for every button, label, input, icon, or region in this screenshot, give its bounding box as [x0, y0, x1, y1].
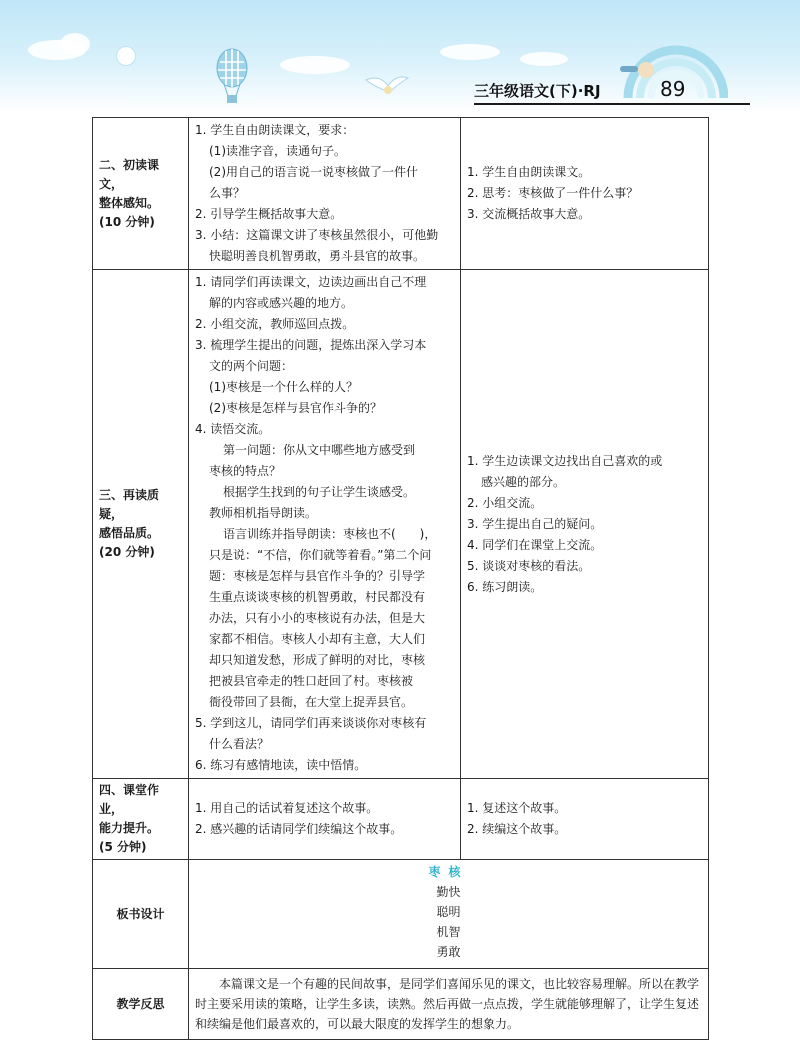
teacher-line: 4. 读悟交流。 — [195, 422, 271, 436]
teacher-line: (2)枣核是怎样与县官作斗争的？ — [209, 401, 382, 415]
teacher-line: 生重点谈谈枣核的机智勇敢，村民都没有 — [209, 590, 426, 604]
student-line: 感兴趣的部分。 — [481, 474, 566, 489]
cloud-decoration — [280, 56, 350, 74]
board-design — [189, 860, 709, 969]
lesson-plan-table — [92, 117, 709, 1040]
cloud-decoration — [440, 44, 500, 60]
book-label: 三年级语文(下)·RJ — [474, 82, 601, 100]
student-line: 3. 学生提出自己的疑问。 — [467, 516, 603, 531]
stage-label — [93, 118, 189, 270]
teacher-line: 根据学生找到的句子让学生谈感受。 — [223, 485, 416, 499]
stage-title-line: 四、课堂作业， — [99, 783, 160, 816]
student-line: 2. 续编这个故事。 — [467, 822, 567, 836]
header-rule — [474, 103, 750, 105]
teacher-line: 只是说：“不信，你们就等着看。”第二个问 — [209, 548, 432, 562]
teacher-line: 语言训练并指导朗读：枣核也不( )， — [223, 527, 437, 541]
teacher-line: 解的内容或感兴趣的地方。 — [209, 296, 354, 310]
board-word: 勇敢 — [436, 945, 461, 959]
student-line: 2. 小组交流。 — [467, 495, 543, 510]
stage-label — [93, 779, 189, 860]
teacher-activity — [189, 270, 461, 779]
stage-duration: (5 分钟) — [99, 840, 147, 854]
teacher-line: (1)枣核是一个什么样的人？ — [209, 380, 358, 394]
teacher-line: 快聪明善良机智勇敢，勇斗县官的故事。 — [209, 249, 426, 263]
teacher-line: 3. 梳理学生提出的问题，提炼出深入学习本 — [195, 338, 427, 352]
student-line: 5. 谈谈对枣核的看法。 — [467, 558, 591, 573]
student-activity — [461, 779, 709, 860]
teacher-line: 6. 练习有感情地读，读中悟情。 — [195, 758, 367, 772]
student-line: 1. 复述这个故事。 — [467, 801, 567, 815]
teacher-line: 1. 学生自由朗读课文，要求： — [195, 123, 355, 137]
teacher-line: 题：枣核是怎样与县官作斗争的？引导学 — [209, 569, 426, 583]
teacher-line: 1. 用自己的话试着复述这个故事。 — [195, 801, 379, 815]
bird-kite-icon — [364, 72, 410, 102]
teacher-line: 家都不相信。枣核人小却有主意，大人们 — [209, 632, 426, 646]
teacher-line: 什么看法？ — [209, 737, 270, 751]
stage-duration: (20 分钟) — [99, 545, 155, 559]
table-row — [93, 118, 709, 270]
table-row — [93, 270, 709, 779]
teacher-line: 衙役带回了县衙，在大堂上捉弄县官。 — [209, 695, 414, 709]
board-word: 聪明 — [436, 905, 461, 919]
teacher-line: 第一问题：你从文中哪些地方感受到 — [223, 443, 416, 457]
teacher-line: 3. 小结：这篇课文讲了枣核虽然很小，可他勤 — [195, 228, 439, 242]
cloud-decoration — [60, 33, 90, 55]
teacher-line: (2)用自己的语言说一说枣核做了一件什 — [209, 165, 418, 179]
teacher-line: 2. 感兴趣的话请同学们续编这个故事。 — [195, 822, 403, 836]
teacher-line: 2. 引导学生概括故事大意。 — [195, 207, 343, 221]
student-activity — [461, 118, 709, 270]
teacher-line: 却只知道发愁，形成了鲜明的对比，枣核 — [209, 653, 426, 667]
board-word: 机智 — [436, 925, 461, 939]
sun-icon — [116, 46, 136, 66]
reflection-label: 教学反思 — [93, 969, 189, 1040]
student-line: 2. 思考：枣核做了一件什么事？ — [467, 186, 639, 200]
student-activity — [461, 270, 709, 779]
stage-title-line: 能力提升。 — [99, 821, 160, 835]
stage-duration: (10 分钟) — [99, 214, 155, 229]
student-line: 3. 交流概括故事大意。 — [467, 207, 591, 221]
board-title: 枣核 — [428, 865, 469, 879]
student-line: 4. 同学们在课堂上交流。 — [467, 537, 603, 552]
student-line: 6. 练习朗读。 — [467, 579, 543, 594]
board-word: 勤快 — [436, 885, 461, 899]
teacher-line: 2. 小组交流，教师巡回点拨。 — [195, 317, 355, 331]
table-row — [93, 860, 709, 969]
teacher-line: 么事？ — [209, 186, 246, 200]
stage-title-line: 二、初读课文， — [99, 157, 160, 191]
stage-title-line: 三、再读质疑， — [99, 488, 160, 521]
teacher-line: 5. 学到这儿，请同学们再来谈谈你对枣核有 — [195, 716, 427, 730]
teacher-activity — [189, 118, 461, 270]
teacher-line: 枣核的特点？ — [209, 464, 282, 478]
stage-label — [93, 270, 189, 779]
cloud-decoration — [520, 52, 568, 66]
teacher-line: (1)读准字音，读通句子。 — [209, 144, 346, 158]
teacher-line: 文的两个问题： — [209, 359, 294, 373]
student-line: 1. 学生边读课文边找出自己喜欢的或 — [467, 453, 663, 468]
teacher-line: 教师相机指导朗读。 — [209, 506, 318, 520]
stage-title-line: 整体感知。 — [99, 195, 160, 210]
reflection-paragraph: 本篇课文是一个有趣的民间故事，是同学们喜闻乐见的课文，也比较容易理解。所以在教学时主要采用读的策略，让学生多读，读熟。然后再做一点点拨，学生就能够理解了，让学生复述和续编是他们最喜欢的，可以最大限度的发挥学生的想象力。 — [195, 977, 700, 1031]
student-line: 1. 学生自由朗读课文。 — [467, 165, 591, 179]
teacher-line: 1. 请同学们再读课文，边读边画出自己不理 — [195, 275, 427, 289]
teacher-activity — [189, 779, 461, 860]
page-number: 89 — [660, 77, 686, 101]
hot-air-balloon-icon — [214, 48, 250, 106]
stage-title-line: 感悟品质。 — [99, 526, 160, 540]
header-banner — [0, 0, 800, 112]
table-row — [93, 779, 709, 860]
teacher-line: 办法，只有小小的枣核说有办法，但是大 — [209, 611, 426, 625]
teacher-line: 把被县官牵走的牲口赶回了村。枣核被 — [209, 674, 414, 688]
board-label: 板书设计 — [93, 860, 189, 969]
